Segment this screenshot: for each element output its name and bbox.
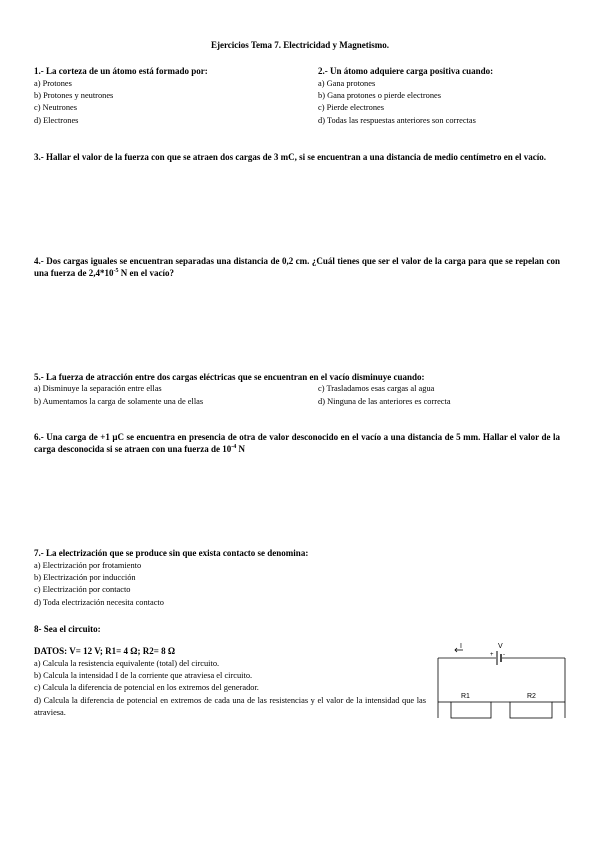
- question-8-item-a: a) Calcula la resistencia equivalente (total) del circuito.: [34, 658, 220, 668]
- circuit-diagram: [435, 640, 570, 720]
- question-7-option-b: b) Electrización por inducción: [34, 573, 136, 582]
- page-title: Ejercicios Tema 7. Electricidad y Magnetismo.: [210, 40, 390, 50]
- battery-plus-label: +: [490, 652, 494, 658]
- question-8-datos: DATOS: V= 12 V; R1= 4 Ω; R2= 8 Ω: [34, 646, 176, 656]
- question-7-prompt: 7.- La electrización que se produce sin que exista contacto se denomina:: [34, 548, 309, 558]
- question-1: [34, 66, 304, 127]
- r1-label: R1: [461, 693, 470, 700]
- question-1-option-a: a) Protones: [34, 78, 72, 88]
- question-4-prompt: [34, 256, 560, 279]
- question-8-body: [34, 646, 426, 720]
- question-1-option-d: d) Electrones: [34, 115, 79, 125]
- question-6-prompt: [34, 432, 560, 455]
- question-8-item-b: b) Calcula la intensidad I de la corriente que atraviesa el circuito.: [34, 671, 253, 680]
- question-1-prompt: 1.- La corteza de un átomo está formado por:: [34, 66, 208, 76]
- question-2: [318, 66, 568, 127]
- question-5-option-c: c) Trasladamos esas cargas al agua: [318, 384, 435, 393]
- question-2-option-c: c) Pierde electrones: [318, 103, 385, 113]
- question-2-option-d: d) Todas las respuestas anteriores son correctas: [318, 115, 476, 125]
- voltage-label: V: [498, 643, 503, 650]
- resistor-r2: [510, 702, 552, 718]
- question-6-text-end: N: [236, 443, 245, 454]
- question-6-exponent: -4: [231, 443, 237, 450]
- question-7-option-d: d) Toda electrización necesita contacto: [34, 597, 164, 607]
- question-5-option-b: b) Aumentamos la carga de solamente una de ellas: [34, 397, 204, 406]
- question-8-prompt: 8- Sea el circuito:: [34, 624, 101, 634]
- question-7-option-c: c) Electrización por contacto: [34, 585, 131, 595]
- question-5-option-a: a) Disminuye la separación entre ellas: [34, 384, 162, 393]
- question-7-option-a: a) Electrización por frotamiento: [34, 560, 142, 570]
- question-8-item-c: c) Calcula la diferencia de potencial en los extremos del generador.: [34, 683, 259, 693]
- question-6-text: 6.- Una carga de +1 μC se encuentra en presencia de otra de valor desconocido en el vacío a una distancia de 5 mm. Hallar el valor de la carga desconocida si se atraen con una fuerza de 10: [34, 432, 560, 454]
- r2-label: R2: [527, 693, 536, 700]
- question-4-exponent: -5: [113, 267, 119, 274]
- question-1-option-b: b) Protones y neutrones: [34, 91, 114, 100]
- current-label: I: [460, 643, 462, 650]
- question-2-option-a: a) Gana protones: [318, 78, 376, 88]
- question-5-prompt: 5.- La fuerza de atracción entre dos cargas eléctricas que se encuentran en el vacío disminuye cuando:: [34, 372, 425, 382]
- resistor-r1: [451, 702, 491, 718]
- question-4-text-end: N en el vacío?: [118, 267, 174, 278]
- question-1-option-c: c) Neutrones: [34, 103, 78, 113]
- question-8-item-d: d) Calcula la diferencia de potencial en extremos de cada una de las resistencias y el valor de la intensidad que las atraviesa.: [34, 695, 426, 718]
- question-5-option-d: d) Ninguna de las anteriores es correcta: [318, 397, 451, 406]
- question-2-option-b: b) Gana protones o pierde electrones: [318, 91, 442, 100]
- question-2-prompt: 2.- Un átomo adquiere carga positiva cuando:: [318, 66, 494, 76]
- question-4-text: 4.- Dos cargas iguales se encuentran separadas una distancia de 0,2 cm. ¿Cuál tienes que ser el valor de la carga para que se repelan con una fuerza de 2,4*10: [34, 256, 560, 278]
- question-3-prompt: 3.- Hallar el valor de la fuerza con que se atraen dos cargas de 3 mC, si se encuentran a una distancia de medio centímetro en el vacío.: [34, 152, 546, 162]
- question-7: [34, 548, 434, 609]
- battery-minus-label: -: [503, 652, 505, 658]
